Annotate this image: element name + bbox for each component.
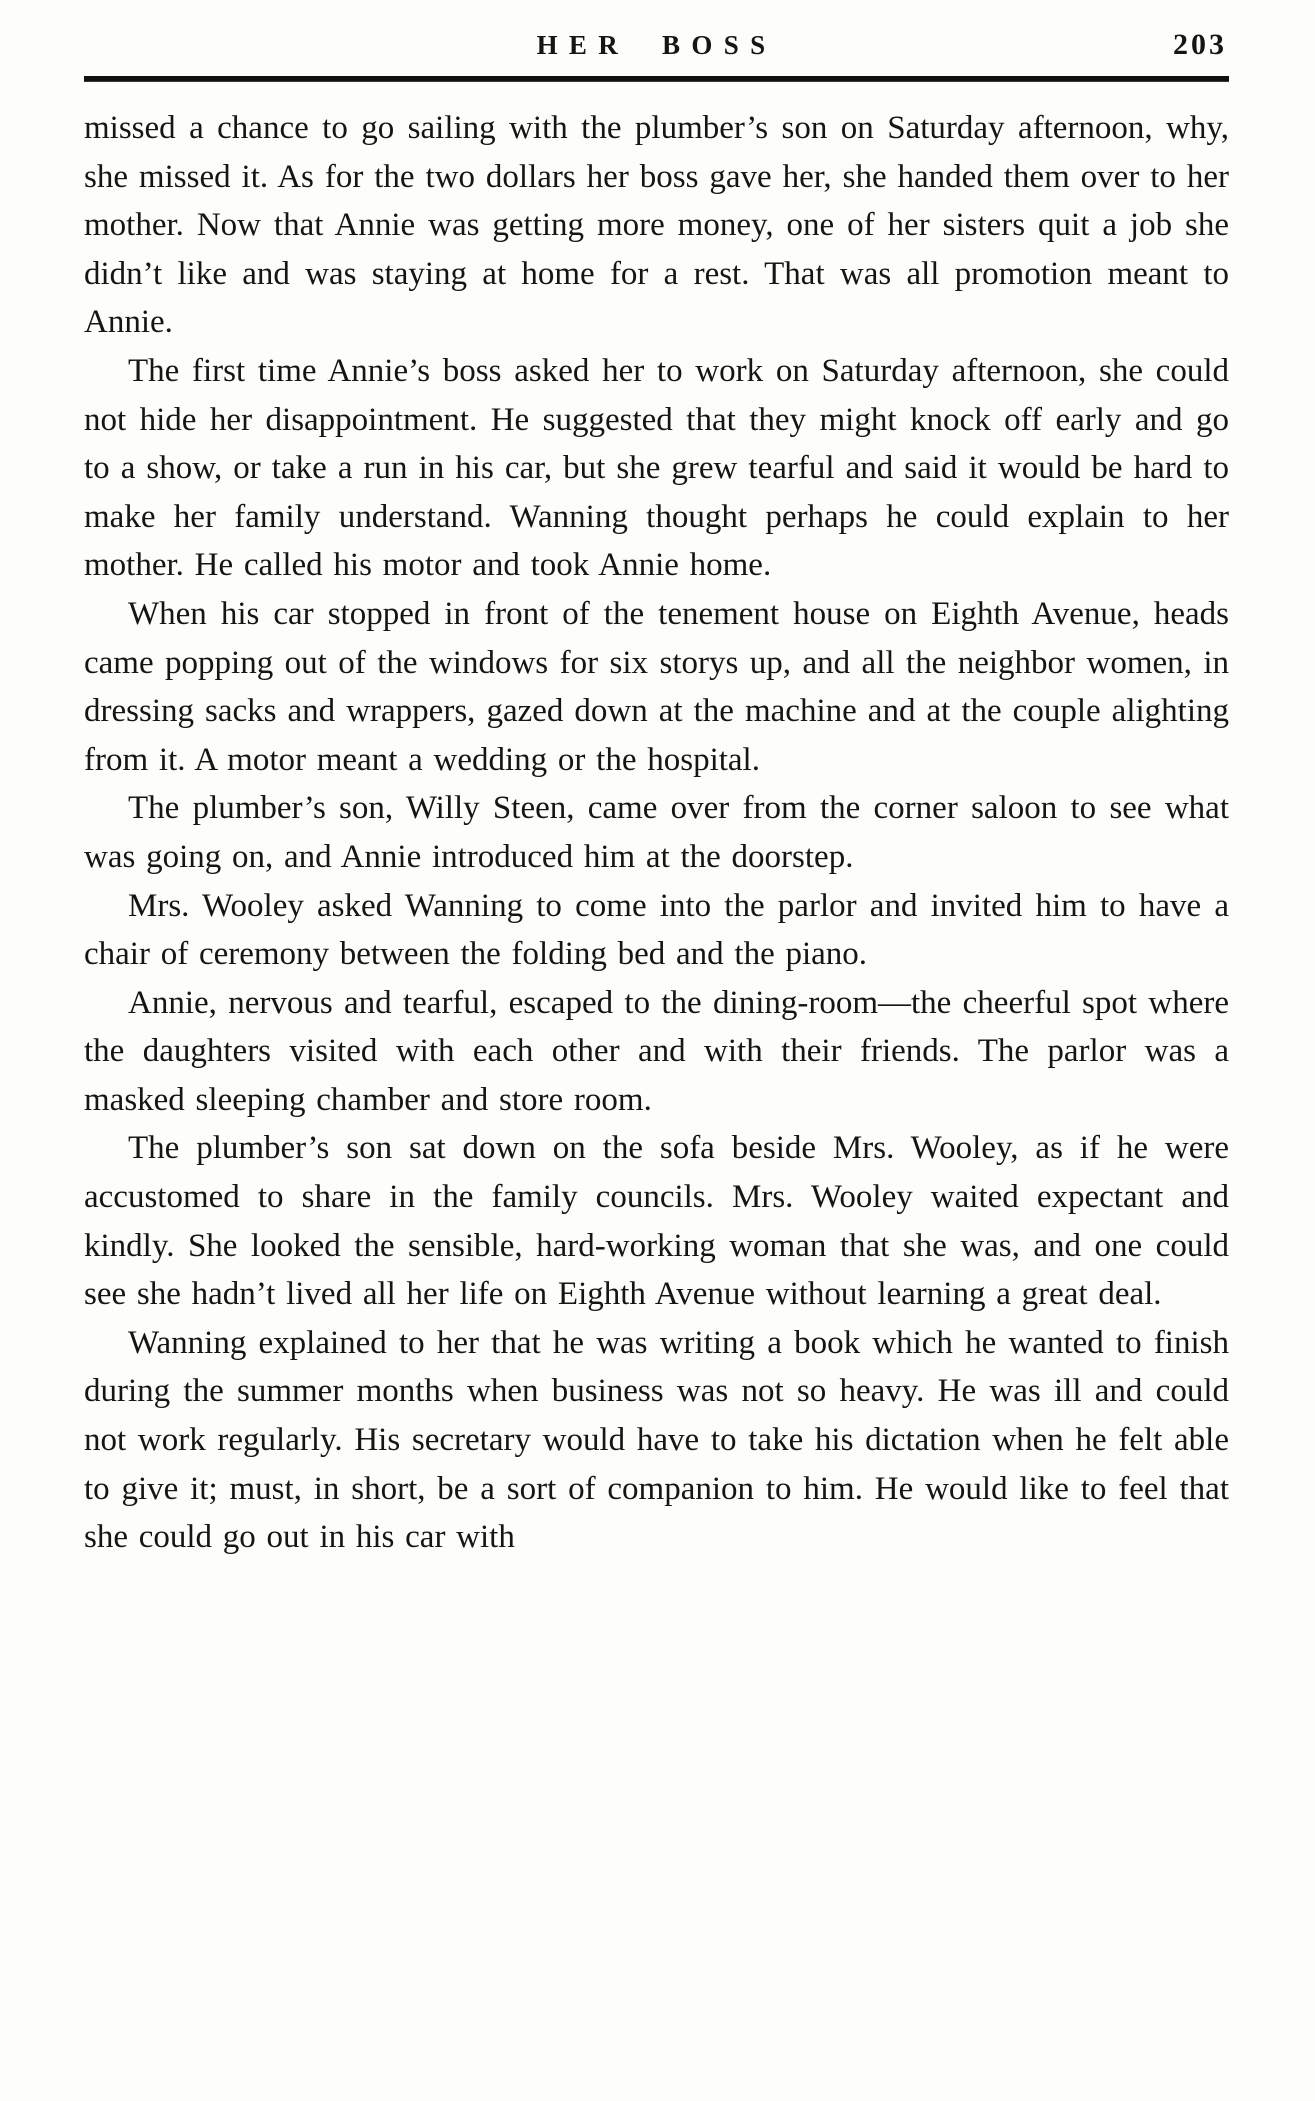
- paragraph: The first time Annie’s boss asked her to work on Saturday afternoon, she could not hide her disappointment. He suggested that they might knock off early and go to a show, or take a run in his car, but she grew tearful and said it would be hard to make her family understand. Wanning thought perhaps he could explain to her mother. He called his motor and took Annie home.: [84, 352, 1229, 584]
- header-rule: [84, 76, 1229, 82]
- page-number: 203: [1173, 28, 1227, 61]
- paragraph: The plumber’s son, Willy Steen, came over from the corner saloon to see what was going on, and Annie introduced him at the doorstep.: [84, 790, 1229, 875]
- page-body: [84, 104, 1229, 1562]
- paragraph: Annie, nervous and tearful, escaped to the dining-room—the cheerful spot where the daughters visited with each other and with their friends. The parlor was a masked sleeping chamber and store room.: [84, 984, 1229, 1118]
- paragraph: Mrs. Wooley asked Wanning to come into the parlor and invited him to have a chair of ceremony between the folding bed and the piano.: [84, 887, 1229, 973]
- paragraph: missed a chance to go sailing with the plumber’s son on Saturday afternoon, why, she missed it. As for the two dollars her boss gave her, she handed them over to her mother. Now that Annie was getting more money, one of her sisters quit a job she didn’t like and was staying at home for a rest. That was all promotion meant to Annie.: [84, 110, 1229, 341]
- paragraph: The plumber’s son sat down on the sofa beside Mrs. Wooley, as if he were accustomed to share in the family councils. Mrs. Wooley waited expectant and kindly. She looked the sensible, hard-working woman that she was, and one could see she hadn’t lived all her life on Eighth Avenue without learning a great deal.: [84, 1130, 1229, 1313]
- page-header: [84, 26, 1229, 72]
- running-title: HER BOSS: [536, 30, 777, 60]
- paragraph: When his car stopped in front of the tenement house on Eighth Avenue, heads came popping out of the windows for six storys up, and all the neighbor women, in dressing sacks and wrappers, gazed down at the machine and at the couple alighting from it. A motor meant a wedding or the hospital.: [84, 595, 1229, 778]
- paragraph: Wanning explained to her that he was writing a book which he wanted to finish during the summer months when business was not so heavy. He was ill and could not work regularly. His secretary would have to take his dictation when he felt able to give it; must, in short, be a sort of companion to him. He would like to feel that she could go out in his car with: [84, 1324, 1229, 1556]
